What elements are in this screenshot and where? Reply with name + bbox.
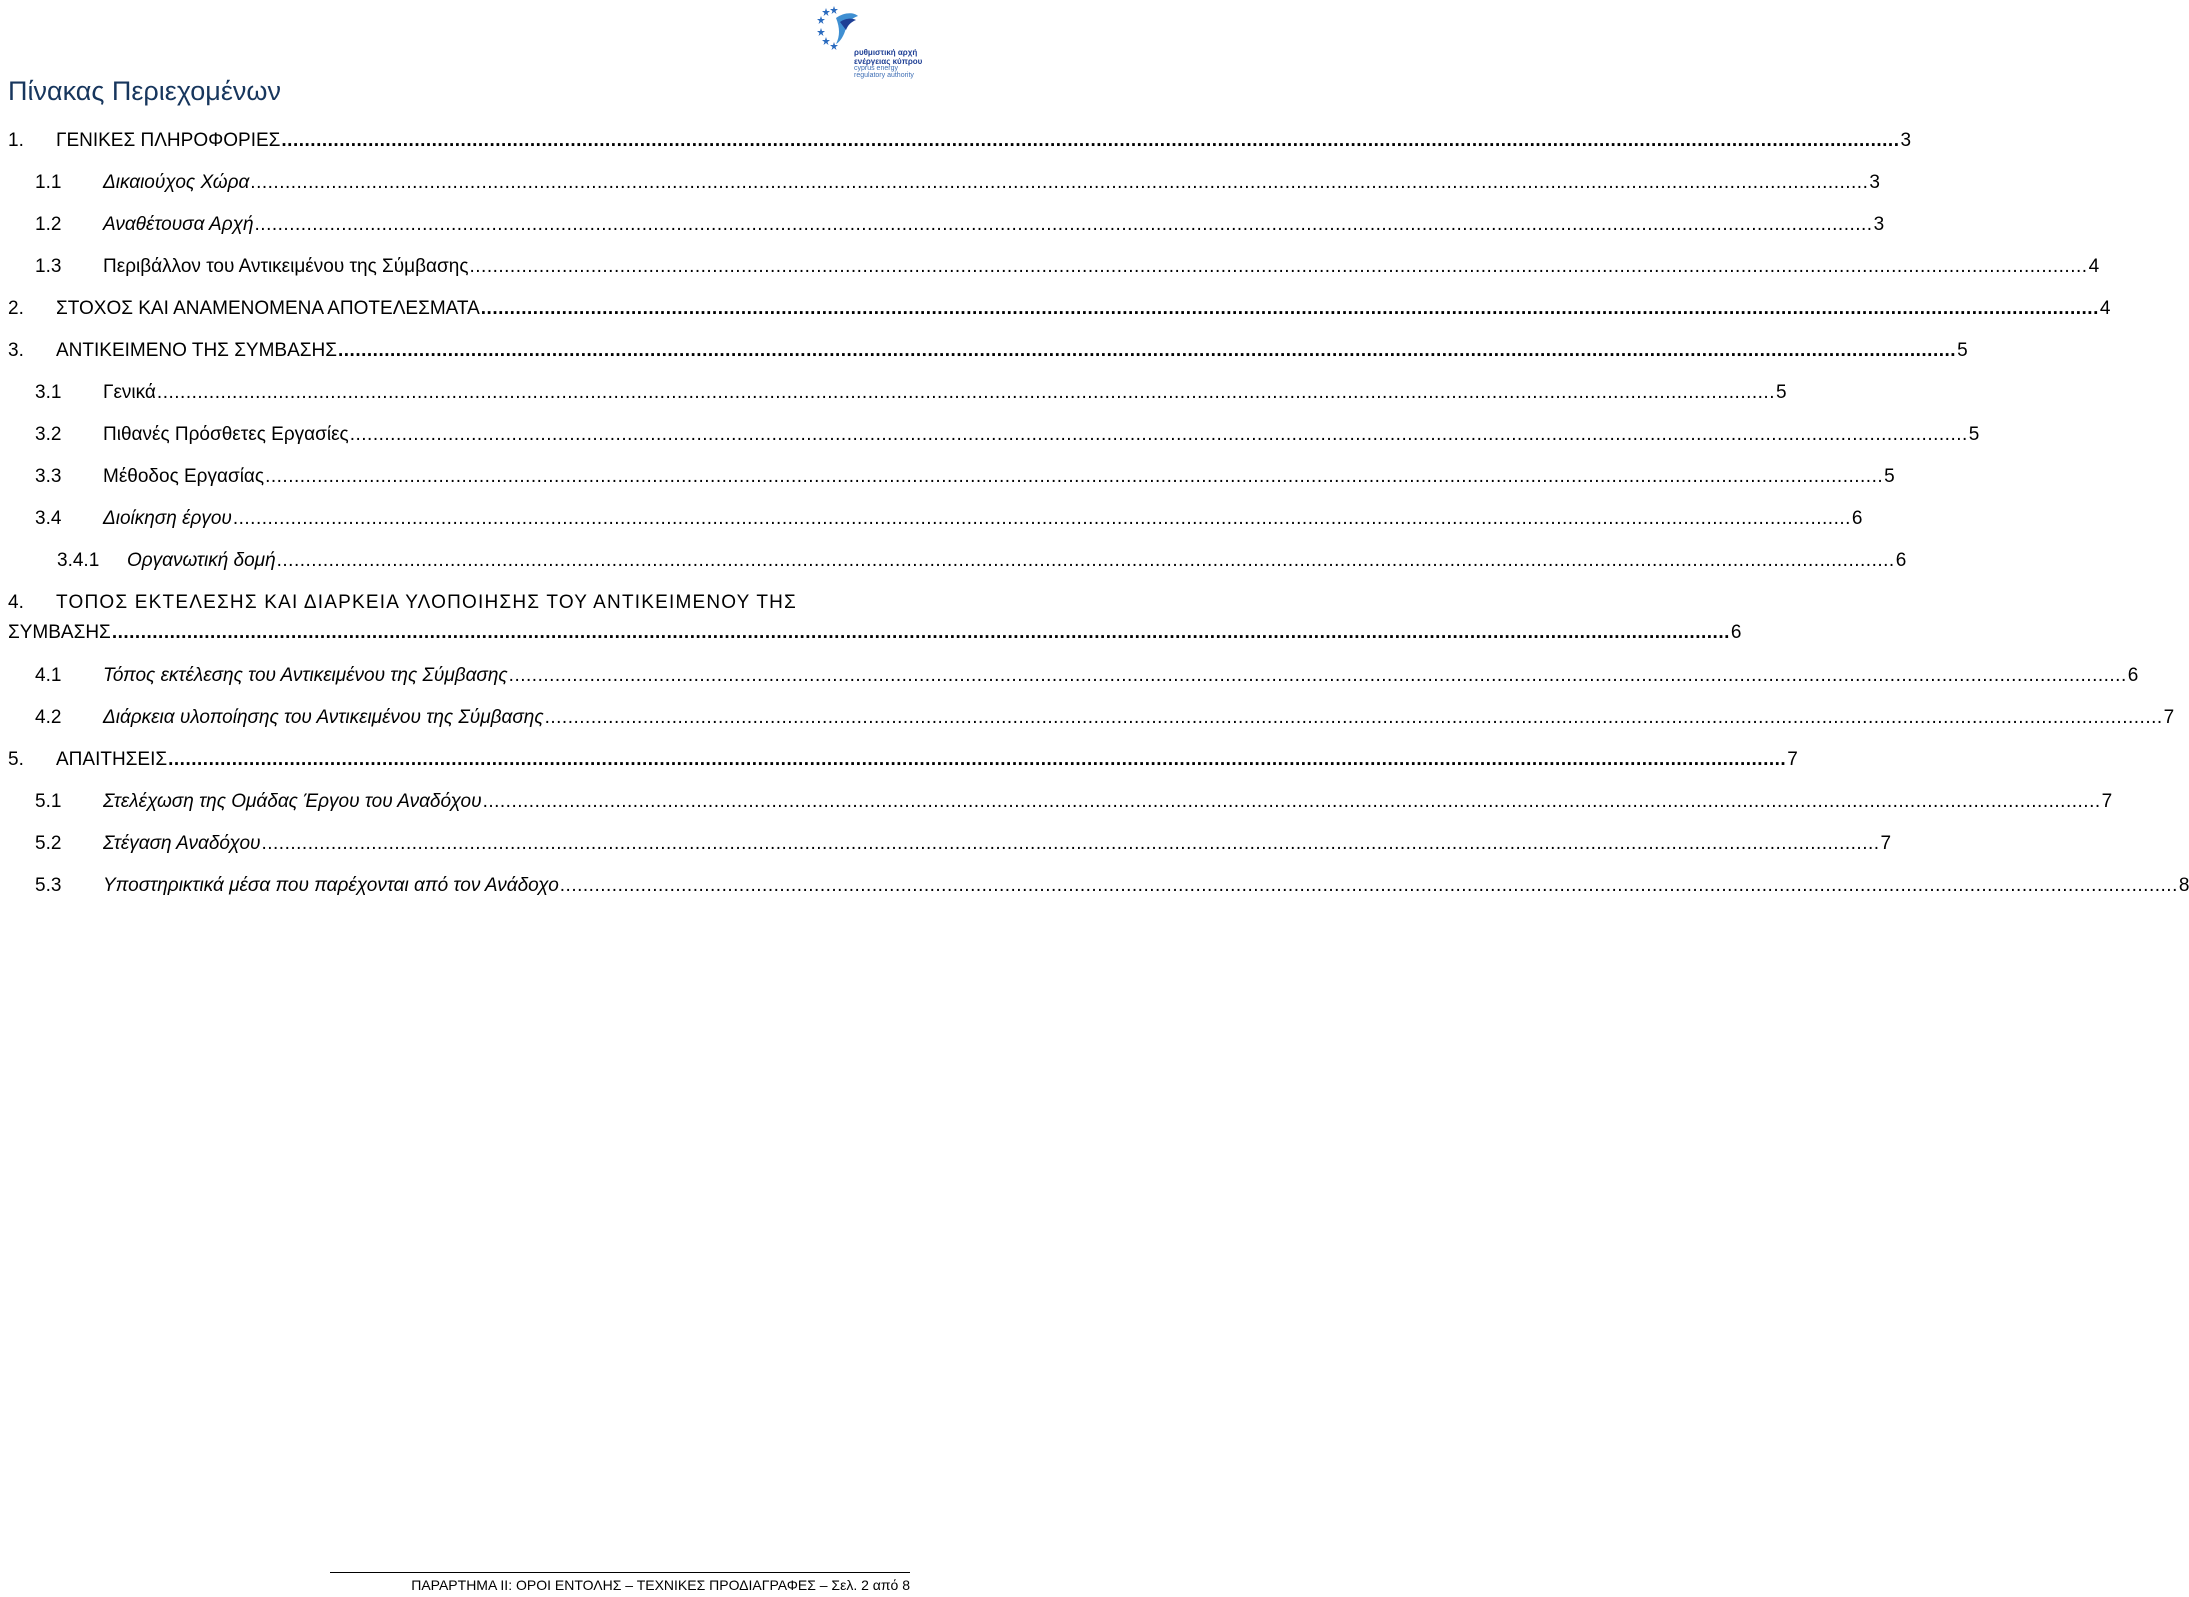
toc-entry-4[interactable] [8, 591, 1742, 645]
toc-entry-title-continued: ΣΥΜΒΑΣΗΣ [8, 622, 111, 643]
toc-entry-number: 1.2 [35, 214, 62, 235]
toc-entry-title: Δικαιούχος Χώρα [103, 172, 250, 193]
toc-dot-leader [481, 297, 2099, 321]
toc-dot-leader [112, 621, 1730, 645]
toc-entry-page: 7 [2101, 791, 2113, 812]
toc-entry-page: 3 [1900, 130, 1912, 151]
toc-entry-title-row [8, 591, 908, 615]
toc-dot-leader [250, 171, 1868, 195]
toc-entry-title: Μέθοδος Εργασίας [103, 466, 265, 487]
toc-entry-title: Γενικά [103, 382, 156, 403]
toc-entry-number: 1.1 [35, 172, 62, 193]
toc-entry-1[interactable] [8, 129, 1912, 153]
toc-entry-1-2[interactable] [35, 213, 1885, 237]
toc-dot-leader [560, 874, 2178, 898]
toc-entry-title: Περιβάλλον του Αντικειμένου της Σύμβασης [103, 256, 469, 277]
toc-entry-title: Οργανωτική δομή [127, 550, 276, 571]
toc-entry-page: 6 [1851, 508, 1863, 529]
toc-entry-5-1[interactable] [35, 790, 2113, 814]
toc-entry-number: 5.2 [35, 833, 62, 854]
footer-divider [330, 1572, 910, 1573]
toc-entry-3-3[interactable] [35, 465, 1895, 489]
toc-dot-leader [338, 339, 1956, 363]
toc-entry-number: 4.2 [35, 707, 62, 728]
toc-entry-number: 3.4 [35, 508, 62, 529]
toc-dot-leader [255, 213, 1873, 237]
toc-entry-title: Στελέχωση της Ομάδας Έργου του Αναδόχου [103, 791, 482, 812]
toc-entry-number: 4. [8, 592, 24, 613]
toc-entry-number: 1. [8, 130, 24, 151]
logo-text-line3: cyprus energy [854, 65, 898, 72]
toc-entry-4-1[interactable] [35, 664, 2139, 688]
cera-logo [818, 4, 930, 82]
toc-entry-number: 3.4.1 [57, 550, 100, 571]
toc-entry-title: ΑΝΤΙΚΕΙΜΕΝΟ ΤΗΣ ΣΥΜΒΑΣΗΣ [56, 340, 337, 361]
logo-emblem-icon [818, 4, 858, 50]
toc-entry-page: 7 [1787, 749, 1798, 770]
toc-entry-page: 3 [1869, 172, 1880, 193]
toc-dot-leader [261, 832, 1879, 856]
toc-entry-2[interactable] [8, 297, 2111, 321]
toc-entry-title: ΣΤΟΧΟΣ ΚΑΙ ΑΝΑΜΕΝΟΜΕΝΑ ΑΠΟΤΕΛΕΣΜΑΤΑ [56, 298, 480, 319]
toc-entry-number: 1.3 [35, 256, 62, 277]
toc-dot-leader [545, 706, 2163, 730]
toc-entry-page: 3 [1873, 214, 1885, 235]
toc-entry-number: 2. [8, 298, 24, 319]
toc-entry-title: Στέγαση Αναδόχου [103, 833, 261, 854]
toc-entry-title: Διοίκηση έργου [103, 508, 232, 529]
toc-entry-title: ΤΟΠΟΣ ΕΚΤΕΛΕΣΗΣ ΚΑΙ ΔΙΑΡΚΕΙΑ ΥΛΟΠΟΙΗΣΗΣ ΤΟΥ ΑΝΤΙΚΕΙΜΕΝΟΥ ΤΗΣ [56, 592, 797, 613]
toc-entry-title: Τόπος εκτέλεσης του Αντικειμένου της Σύμβασης [103, 665, 508, 686]
toc-dot-leader [277, 549, 1895, 573]
logo-text-line4: regulatory authority [854, 72, 914, 79]
toc-dot-leader [233, 507, 1851, 531]
toc-dot-leader [265, 465, 1883, 489]
toc-entry-page: 5 [1957, 340, 1968, 361]
toc-dot-leader [350, 423, 1968, 447]
toc-entry-continuation-row [8, 621, 1742, 645]
toc-entry-3-4[interactable] [35, 507, 1863, 531]
toc-entry-title: Διάρκεια υλοποίησης του Αντικειμένου της Σύμβασης [103, 707, 544, 728]
toc-entry-5-2[interactable] [35, 832, 1892, 856]
toc-entry-number: 3.3 [35, 466, 62, 487]
toc-entry-number: 3.2 [35, 424, 62, 445]
toc-dot-leader [281, 129, 1899, 153]
toc-entry-5-3[interactable] [35, 874, 2189, 898]
toc-entry-number: 5.3 [35, 875, 62, 896]
page-title: Πίνακας Περιεχομένων [8, 76, 281, 106]
toc-dot-leader [168, 748, 1786, 772]
toc-entry-title: Πιθανές Πρόσθετες Εργασίες [103, 424, 349, 445]
toc-entry-number: 4.1 [35, 665, 62, 686]
toc-dot-leader [483, 790, 2101, 814]
toc-entry-page: 6 [2127, 665, 2139, 686]
toc-entry-number: 3.1 [35, 382, 62, 403]
toc-entry-3-1[interactable] [35, 381, 1787, 405]
toc-entry-title: Υποστηρικτικά μέσα που παρέχονται από τον Ανάδοχο [103, 875, 559, 896]
toc-entry-page: 5 [1968, 424, 1980, 445]
page-footer: ΠΑΡΑΡΤΗΜΑ ΙΙ: ΟΡΟΙ ΕΝΤΟΛΗΣ – ΤΕΧΝΙΚΕΣ ΠΡΟΔΙΑΓΡΑΦΕΣ – Σελ. 2 από 8 [411, 1577, 910, 1593]
toc-entry-number: 3. [8, 340, 24, 361]
toc-entry-page: 7 [1880, 833, 1892, 854]
toc-entry-page: 4 [2099, 298, 2111, 319]
toc-entry-3-4-1[interactable] [57, 549, 1907, 573]
toc-entry-page: 8 [2178, 875, 2189, 896]
toc-entry-page: 4 [2088, 256, 2100, 277]
toc-entry-title: Αναθέτουσα Αρχή [103, 214, 254, 235]
toc-entry-4-2[interactable] [35, 706, 2175, 730]
logo-text-line2: ενέργειας κύπρου [854, 57, 923, 66]
toc-entry-number: 5.1 [35, 791, 62, 812]
toc-entry-page: 5 [1776, 382, 1787, 403]
toc-entry-title: ΑΠΑΙΤΗΣΕΙΣ [56, 749, 168, 770]
toc-entry-1-1[interactable] [35, 171, 1880, 195]
toc-entry-page: 7 [2163, 707, 2175, 728]
toc-entry-1-3[interactable] [35, 255, 2100, 279]
toc-entry-page: 6 [1730, 622, 1742, 643]
toc-dot-leader [509, 664, 2127, 688]
toc-entry-page: 6 [1895, 550, 1907, 571]
toc-dot-leader [469, 255, 2087, 279]
toc-entry-number: 5. [8, 749, 24, 770]
toc-entry-3-2[interactable] [35, 423, 1980, 447]
toc-entry-3[interactable] [8, 339, 1968, 363]
toc-entry-5[interactable] [8, 748, 1798, 772]
logo-text-line1: ρυθμιστική αρχή [854, 48, 918, 57]
toc-entry-title: ΓΕΝΙΚΕΣ ΠΛΗΡΟΦΟΡΙΕΣ [56, 130, 281, 151]
toc-entry-page: 5 [1884, 466, 1895, 487]
toc-dot-leader [157, 381, 1775, 405]
